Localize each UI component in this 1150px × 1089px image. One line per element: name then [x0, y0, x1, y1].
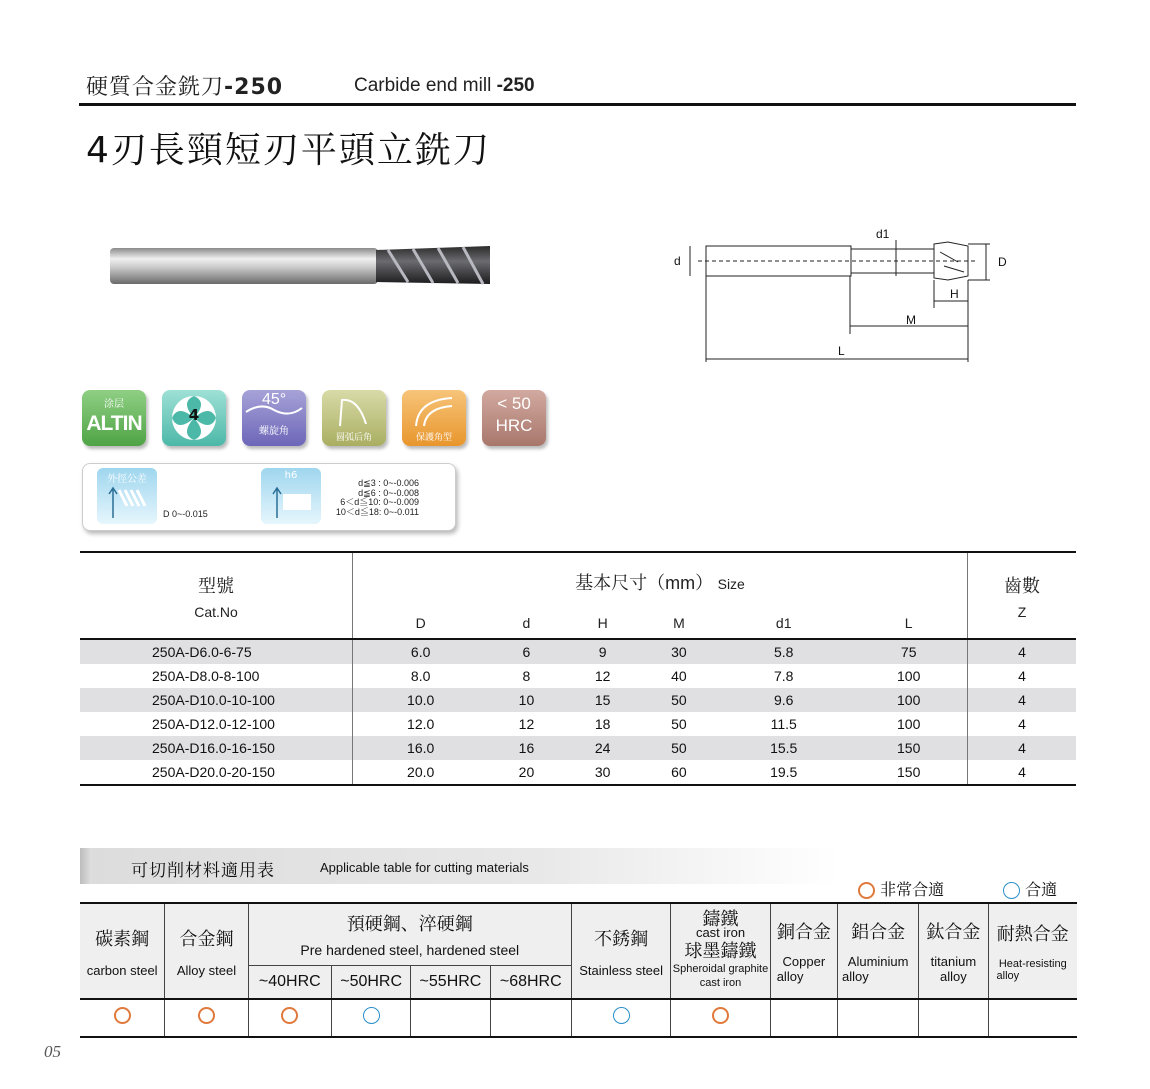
- cell-H: 9: [565, 639, 641, 664]
- cell-M: 40: [671, 668, 687, 684]
- cell-d1: 15.5: [717, 736, 850, 760]
- page-number: 05: [44, 1042, 61, 1061]
- materials-table: [80, 902, 1077, 1038]
- cell-cat: 250A-D8.0-8-100: [80, 664, 353, 688]
- cell-d: 6: [488, 639, 564, 664]
- header-divider: [79, 103, 1076, 106]
- cell-L: 150: [850, 736, 967, 760]
- cell-cat: 250A-D12.0-12-100: [80, 712, 353, 736]
- cell-cat: 250A-D6.0-6-75: [80, 639, 353, 664]
- mat-copper: 銅合金 Copper alloy: [770, 903, 837, 999]
- cell-M: 50: [641, 736, 717, 760]
- cell-L: 100: [850, 688, 967, 712]
- page-title: 4刃長頸短刃平頭立銑刀: [86, 130, 491, 171]
- cell-d: 10: [488, 688, 564, 712]
- dim-d1: d1: [876, 227, 890, 241]
- shank-tolerance-list: d≦3 : 0~-0.006 d≦6 : 0~-0.008 6＜d≦10: 0~-0.009 10＜d≦18: 0~-0.011: [335, 478, 419, 517]
- hrc-55: ~55HRC: [411, 965, 490, 999]
- shank-diameter-icon: [269, 486, 313, 520]
- hardness-badge: < 50 HRC: [482, 390, 546, 446]
- rating-cell: [248, 999, 331, 1037]
- cell-M: 30: [641, 639, 717, 664]
- cell-D: 16.0: [353, 736, 489, 760]
- cell-L: 100: [850, 664, 967, 688]
- materials-header-accent: [80, 848, 92, 884]
- legend-ok-label: 合適: [1025, 880, 1058, 899]
- cell-Z: 4: [1018, 716, 1026, 732]
- coating-badge: 涂层 ALTIN: [82, 390, 146, 446]
- corner-radius-icon: [336, 394, 372, 428]
- outer-tolerance-value: D 0~-0.015: [163, 509, 208, 519]
- cell-d: 8: [522, 668, 531, 684]
- rating-cell: [571, 999, 670, 1037]
- mat-carbon: 碳素鋼 carbon steel: [80, 903, 165, 999]
- legend-very-suitable: [858, 877, 944, 900]
- cell-D: 10.0: [353, 688, 489, 712]
- cell-D: 6.0: [353, 639, 489, 664]
- table-row: [80, 639, 1076, 664]
- dim-D: D: [998, 255, 1007, 269]
- end-mill-photo: [108, 242, 493, 290]
- dim-d: d: [674, 254, 681, 268]
- hrc-68: ~68HRC: [490, 965, 571, 999]
- cell-Z: 4: [968, 736, 1077, 760]
- header-cn: 硬質合金銑刀-250: [86, 75, 284, 100]
- rating-cell: [490, 999, 571, 1037]
- cell-H: 24: [565, 736, 641, 760]
- cell-cat: 250A-D10.0-10-100: [80, 688, 353, 712]
- col-M: M: [673, 615, 685, 631]
- cell-D: 12.0: [407, 716, 435, 732]
- cell-H: 30: [565, 760, 641, 785]
- cell-H: 15: [565, 688, 641, 712]
- very-suitable-icon: [712, 1007, 729, 1024]
- col-size: 基本尺寸（mm） Size: [353, 552, 968, 608]
- cell-d1: 11.5: [770, 716, 797, 732]
- mat-castiron: 鑄鐵 cast iron 球墨鑄鐵 Spheroidal graphite cast iron: [671, 903, 770, 999]
- materials-title-cn: 可切削材料適用表: [131, 861, 275, 881]
- corner-protection-icon: [412, 394, 456, 428]
- cell-d1: 19.5: [717, 760, 850, 785]
- legend-suitable: [1003, 877, 1057, 900]
- cell-H: 12: [594, 668, 611, 684]
- rating-cell: [165, 999, 248, 1037]
- protection-badge: 保護角型: [402, 390, 466, 446]
- mat-alloy: 合金鋼 Alloy steel: [165, 903, 248, 999]
- shank-tolerance-chip: h6: [261, 468, 321, 524]
- blue-circle-icon: [1003, 882, 1020, 899]
- cell-d: 12: [518, 716, 535, 732]
- rating-cell: [80, 999, 165, 1037]
- cell-M: 50: [641, 688, 717, 712]
- outer-diameter-icon: [105, 486, 149, 520]
- cell-H: 18: [594, 716, 611, 732]
- corner-badge: 圆弧后角: [322, 390, 386, 446]
- cell-D: 20.0: [353, 760, 489, 785]
- dimension-diagram: [668, 222, 1013, 370]
- suitable-icon: [363, 1007, 380, 1024]
- cell-Z: 4: [968, 688, 1077, 712]
- col-teeth: 齒數 Z: [1004, 575, 1040, 620]
- rating-cell: [331, 999, 410, 1037]
- cell-Z: 4: [968, 639, 1077, 664]
- mat-aluminium: 鋁合金 Aluminium alloy: [837, 903, 918, 999]
- cell-d: 16: [488, 736, 564, 760]
- col-L: L: [850, 608, 967, 639]
- cell-cat: 250A-D16.0-16-150: [80, 736, 353, 760]
- table-row: [80, 688, 1076, 712]
- cell-Z: 4: [968, 760, 1077, 785]
- table-row: [80, 736, 1076, 760]
- col-d: d: [522, 615, 531, 631]
- rating-cell: [671, 999, 770, 1037]
- cell-d: 20: [488, 760, 564, 785]
- cell-L: 150: [850, 760, 967, 785]
- very-suitable-icon: [281, 1007, 298, 1024]
- table-row: [80, 760, 1076, 785]
- rating-cell: [411, 999, 490, 1037]
- outer-tolerance-chip: 外徑公差: [97, 468, 157, 524]
- table-row: [80, 664, 1076, 688]
- helix-badge: 45° 螺旋角: [242, 390, 306, 446]
- spec-table: [80, 551, 1076, 786]
- cell-L: 100: [850, 712, 967, 736]
- col-H: H: [597, 615, 608, 631]
- mat-stainless: 不銹鋼 Stainless steel: [571, 903, 670, 999]
- cell-L: 75: [850, 639, 967, 664]
- suitable-icon: [613, 1007, 630, 1024]
- legend-very-label: 非常合適: [880, 880, 945, 899]
- cell-M: 50: [671, 716, 687, 732]
- hrc-40: ~40HRC: [248, 965, 331, 999]
- tolerance-panel: [82, 463, 456, 531]
- very-suitable-icon: [198, 1007, 215, 1024]
- cell-d1: 5.8: [717, 639, 850, 664]
- col-D: D: [415, 615, 426, 631]
- mat-heat-resisting: 耐熱合金 Heat-resisting alloy: [988, 903, 1077, 999]
- orange-circle-icon: [858, 882, 875, 899]
- rating-cell: [919, 999, 988, 1037]
- cell-d1: 9.6: [717, 688, 850, 712]
- dim-M: M: [906, 313, 916, 327]
- very-suitable-icon: [114, 1007, 131, 1024]
- cell-D: 8.0: [410, 668, 431, 684]
- table-row: [80, 712, 1076, 736]
- ratings-row: [80, 999, 1077, 1037]
- rating-cell: [988, 999, 1077, 1037]
- hrc-50: ~50HRC: [331, 965, 410, 999]
- cell-cat: 250A-D20.0-20-150: [80, 760, 353, 785]
- col-d1: d1: [775, 615, 792, 631]
- helix-wave-icon: [244, 400, 304, 418]
- cell-d1: 7.8: [773, 668, 794, 684]
- materials-title-en: Applicable table for cutting materials: [320, 860, 529, 875]
- flutes-badge: 4: [162, 390, 226, 446]
- header-en: Carbide end mill -250: [354, 75, 535, 96]
- mat-titanium: 鈦合金 titanium alloy: [919, 903, 988, 999]
- cell-M: 60: [641, 760, 717, 785]
- rating-cell: [770, 999, 837, 1037]
- mat-hardened: 預硬鋼、淬硬鋼 Pre hardened steel, hardened steel: [248, 903, 571, 965]
- dim-L: L: [838, 344, 845, 358]
- dim-H: H: [950, 287, 959, 301]
- rating-cell: [837, 999, 918, 1037]
- col-model: 型號 Cat.No: [80, 552, 353, 639]
- cell-Z: 4: [1018, 668, 1026, 684]
